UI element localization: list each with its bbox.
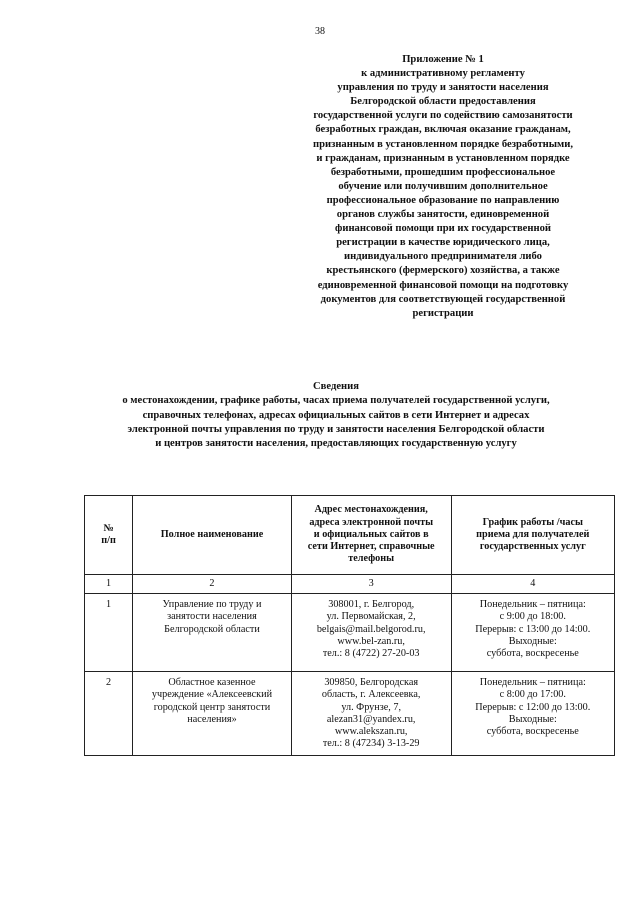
header-address: [291, 496, 451, 575]
text-line: регистрации: [412, 307, 474, 319]
row-address: [291, 672, 451, 756]
text-line: Понедельник – пятница:: [479, 677, 586, 688]
row-num: 2: [85, 672, 133, 756]
text-line: №: [103, 522, 114, 534]
text-line: Понедельник – пятница:: [479, 599, 586, 610]
info-heading: [60, 380, 612, 451]
text-line: и гражданам, признанным в установленном порядке: [316, 152, 570, 164]
text-line: с 8:00 до 17:00.: [499, 689, 566, 701]
text-line: адреса электронной почты: [309, 516, 434, 528]
text-line: государственных услуг: [479, 541, 586, 553]
text-line: государственной услуги по содействию самозанятости: [313, 110, 573, 122]
text-line: alezan31@yandex.ru,: [326, 713, 416, 725]
info-title: Сведения: [313, 381, 359, 392]
text-line: Выходные:: [508, 713, 557, 725]
text-line: область, г. Алексеевка,: [321, 689, 421, 701]
text-line: приема для получателей: [476, 528, 590, 540]
table-header-row: [85, 496, 615, 575]
text-line: обучение или получившим дополнительное: [338, 180, 548, 192]
column-numbers-row: [85, 575, 615, 594]
text-line: Выходные:: [508, 635, 557, 647]
text-line: Полное наименование: [160, 528, 264, 540]
text-line: о местонахождении, графике работы, часах приема получателей государственной услуги,: [122, 395, 550, 407]
text-line: справочных телефонах, адресах официальных сайтов в сети Интернет и адресах: [142, 409, 530, 421]
text-line: Адрес местонахождения,: [314, 504, 428, 516]
table-row: [85, 672, 615, 756]
text-line: ул. Первомайская, 2,: [326, 611, 416, 623]
text-line: к административному регламенту: [361, 68, 525, 80]
text-line: www.alekszan.ru,: [334, 726, 408, 738]
text-line: безработных граждан, включая оказание гражданам,: [315, 124, 571, 136]
text-line: документов для соответствующей государственной: [320, 293, 566, 305]
text-line: профессиональное образование по направлению: [326, 194, 560, 206]
text-line: крестьянского (фермерского) хозяйства, а также: [326, 265, 560, 277]
column-number: 4: [451, 575, 614, 594]
text-line: Белгородской области: [164, 623, 260, 635]
text-line: телефоны: [348, 553, 395, 565]
text-line: Белгородской области предоставления: [350, 96, 536, 108]
text-line: тел.: 8 (47234) 3-13-29: [322, 738, 420, 750]
text-line: индивидуального предпринимателя либо: [344, 251, 542, 263]
text-line: и центров занятости населения, предоставляющих государственную услугу: [155, 438, 517, 450]
row-name: [133, 594, 292, 672]
text-line: суббота, воскресенье: [486, 648, 579, 660]
text-line: п/п: [101, 535, 116, 546]
text-line: управления по труду и занятости населения: [337, 82, 549, 94]
column-number: 1: [85, 575, 133, 594]
info-subtitle: [60, 394, 612, 451]
text-line: belgais@mail.belgorod.ru,: [316, 623, 426, 635]
text-line: Перерыв: с 13:00 до 14:00.: [475, 623, 591, 635]
text-line: населения»: [187, 713, 237, 725]
header-name: [133, 496, 292, 575]
text-line: сети Интернет, справочные: [307, 541, 435, 553]
text-line: и официальных сайтов в: [313, 528, 429, 540]
header-num: [85, 496, 133, 575]
text-line: финансовой помощи при их государственной: [335, 223, 551, 235]
row-name: [133, 672, 292, 756]
text-line: городской центр занятости: [153, 701, 271, 713]
row-schedule: [451, 594, 614, 672]
table-row: [85, 594, 615, 672]
appendix-heading: [268, 53, 618, 321]
text-line: www.bel-zan.ru,: [337, 635, 405, 647]
appendix-title: Приложение № 1: [402, 54, 484, 65]
row-schedule: [451, 672, 614, 756]
offices-table: [84, 495, 615, 756]
text-line: тел.: 8 (4722) 27-20-03: [322, 648, 420, 660]
text-line: Областное казенное: [168, 677, 256, 688]
column-number: 3: [291, 575, 451, 594]
text-line: безработными, прошедшим профессиональное: [330, 166, 556, 178]
column-number: 2: [133, 575, 292, 594]
text-line: 308001, г. Белгород,: [328, 599, 415, 610]
text-line: Перерыв: с 12:00 до 13:00.: [475, 701, 591, 713]
header-schedule: [451, 496, 614, 575]
text-line: с 9:00 до 18:00.: [499, 611, 566, 623]
text-line: признанным в установленном порядке безработными,: [312, 138, 574, 150]
row-address: [291, 594, 451, 672]
text-line: 309850, Белгородская: [324, 677, 419, 688]
text-line: занятости населения: [167, 611, 257, 623]
text-line: ул. Фрунзе, 7,: [341, 701, 402, 713]
text-line: электронной почты управления по труду и занятости населения Белгородской области: [127, 423, 545, 435]
text-line: органов службы занятости, единовременной: [336, 209, 550, 221]
text-line: Управление по труду и: [162, 599, 262, 610]
row-num: 1: [85, 594, 133, 672]
page-number: 38: [315, 26, 325, 37]
text-line: регистрации в качестве юридического лица,: [336, 237, 550, 249]
text-line: График работы /часы: [482, 516, 583, 528]
text-line: учреждение «Алексеевский: [151, 689, 273, 701]
appendix-text: [268, 67, 618, 321]
text-line: единовременной финансовой помощи на подготовку: [317, 279, 569, 291]
text-line: суббота, воскресенье: [486, 726, 579, 738]
